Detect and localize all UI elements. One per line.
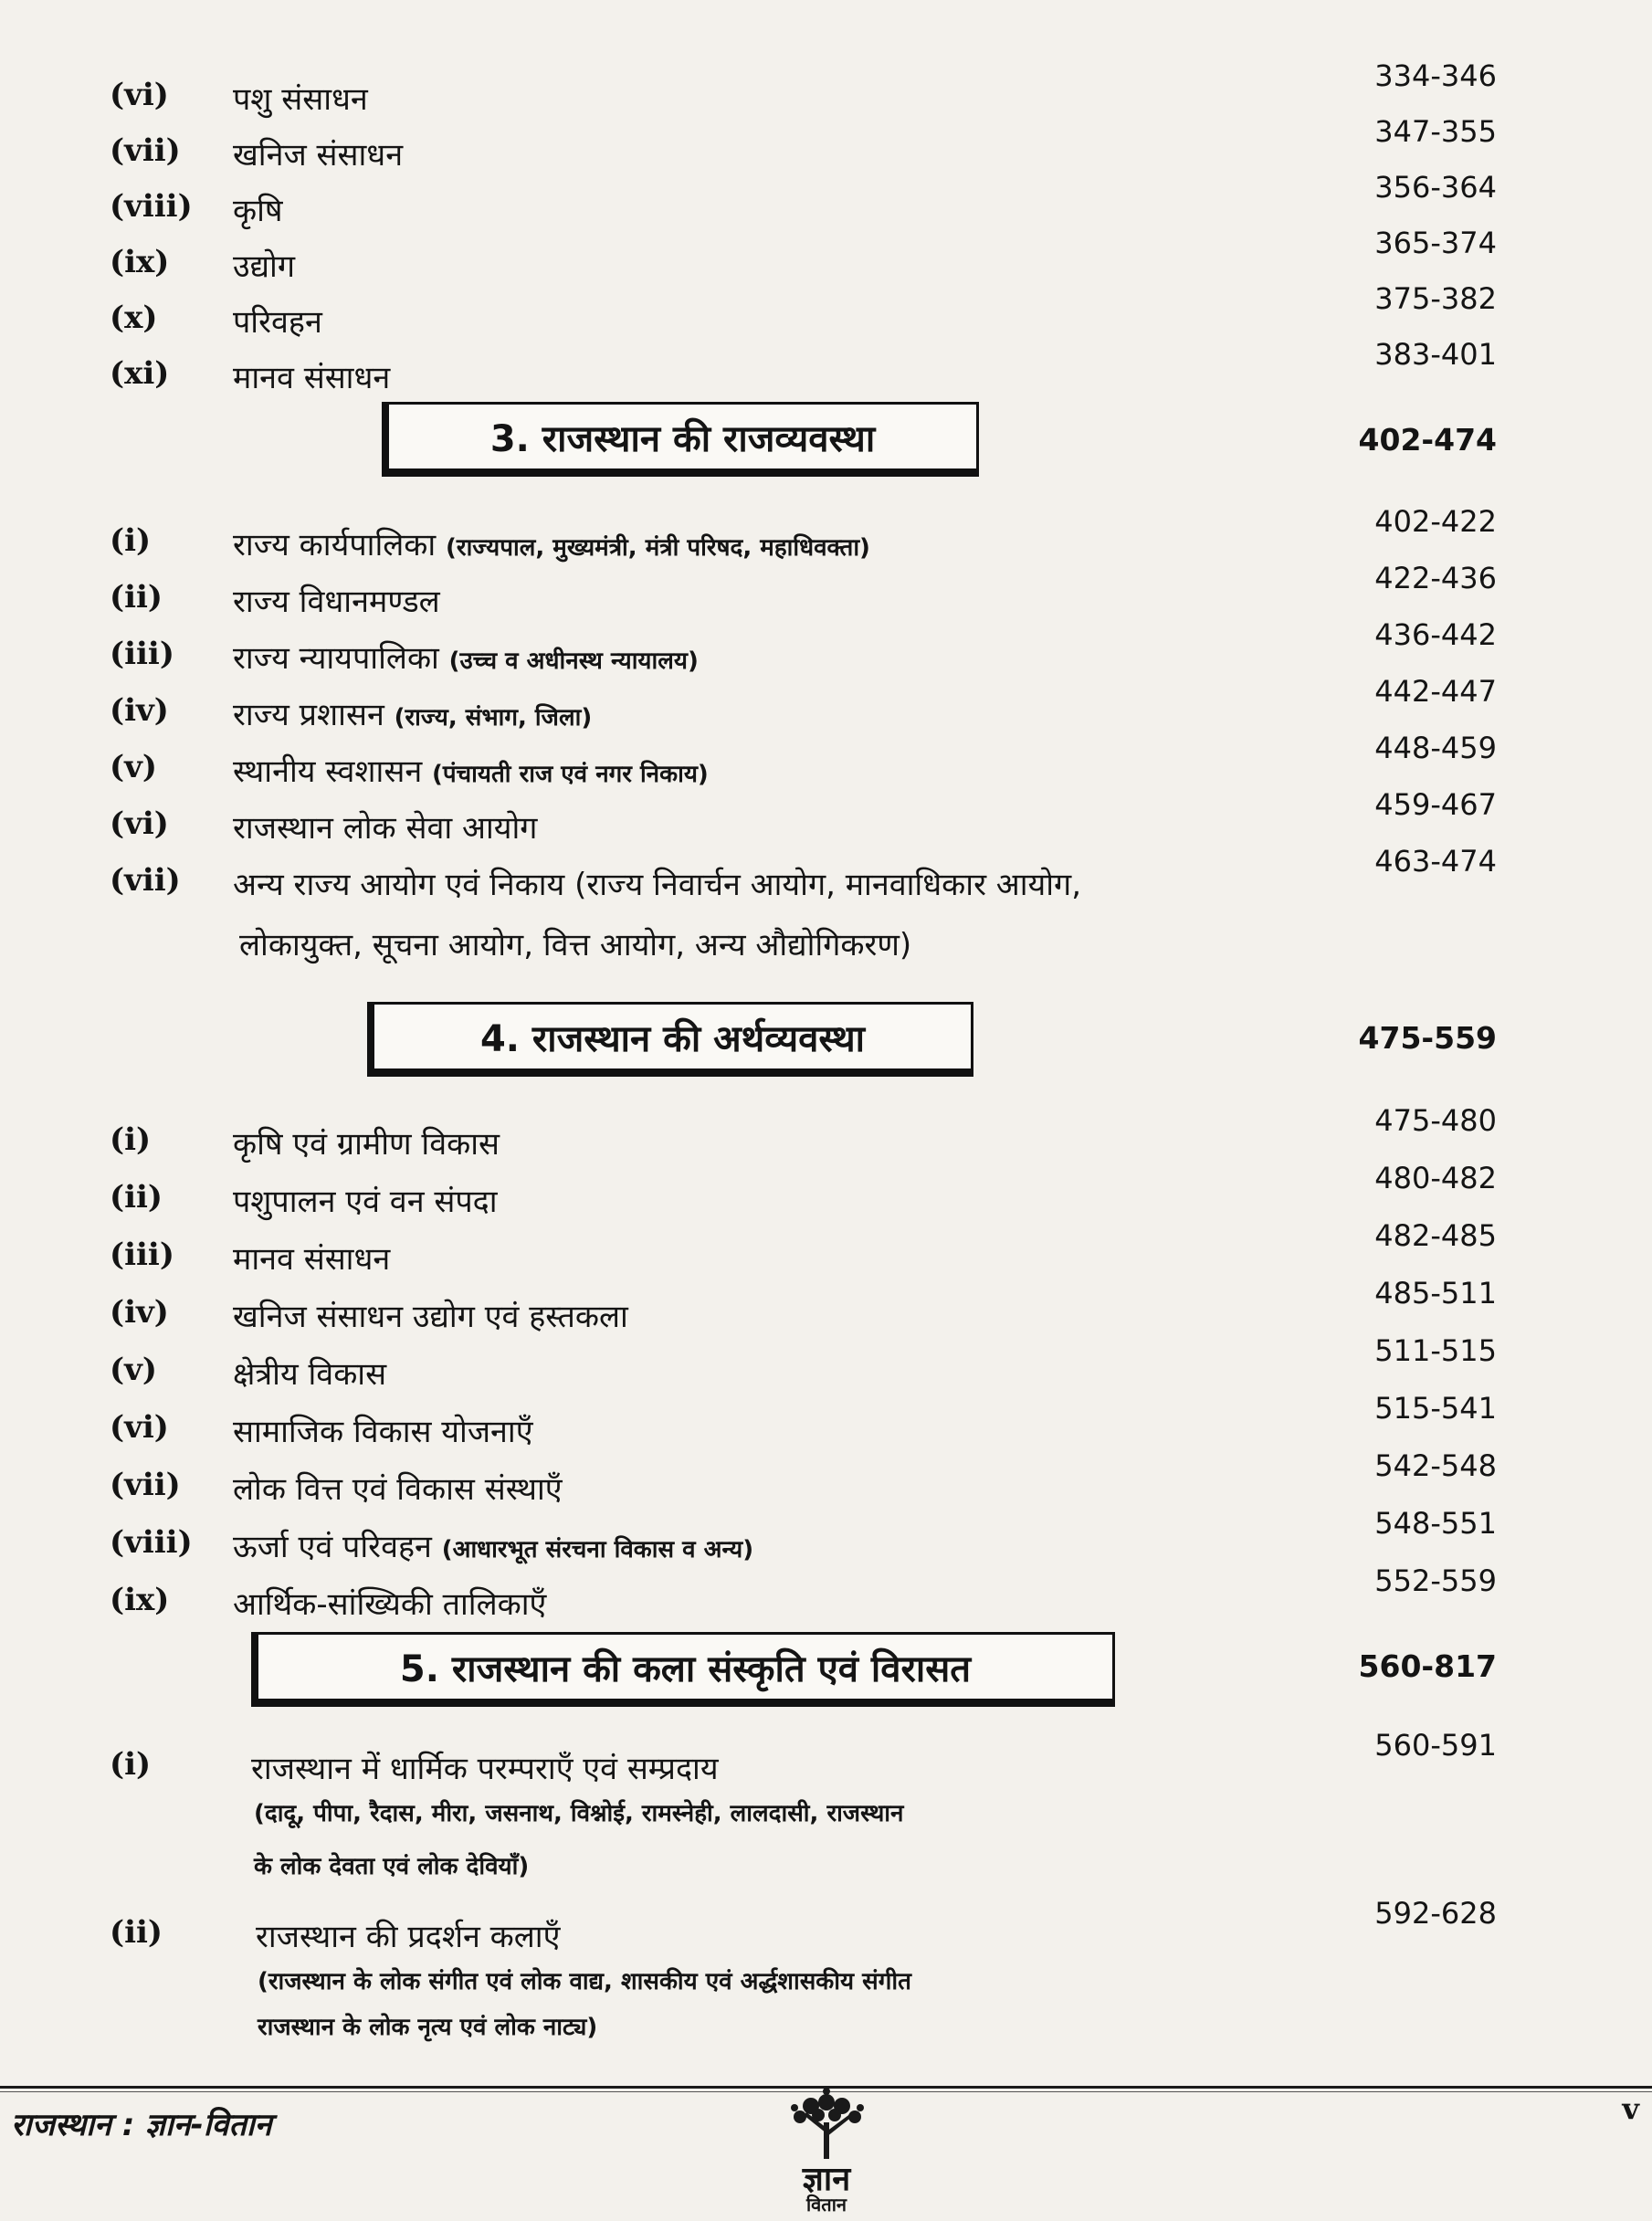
item-title-main: राज्य प्रशासन	[233, 697, 384, 733]
section-heading-3	[382, 402, 979, 477]
item-title: राजस्थान की प्रदर्शन कलाएँ	[256, 1919, 561, 1955]
item-number: (viii)	[110, 188, 193, 225]
item-pages: 436-442	[1374, 617, 1497, 652]
section-title: 5. राजस्थान की कला संस्कृति एवं विरासत	[399, 1647, 972, 1690]
item-number: (viii)	[110, 1524, 193, 1561]
logo-sub-text: वितान	[806, 2194, 847, 2216]
item-sub-line: राजस्थान के लोक नृत्य एवं लोक नाट्य)	[258, 2014, 598, 2041]
item-number: (i)	[110, 1746, 152, 1783]
item-pages: 442-447	[1374, 674, 1497, 709]
item-title	[233, 1524, 753, 1566]
item-number: (ii)	[110, 1914, 163, 1951]
item-number: (iii)	[110, 636, 174, 672]
section-heading-5	[251, 1632, 1115, 1707]
item-pages: 548-551	[1374, 1506, 1497, 1541]
page-number: v	[1622, 2091, 1639, 2126]
section-pages: 560-817	[1358, 1648, 1497, 1684]
item-pages: 485-511	[1374, 1276, 1497, 1310]
item-title: खनिज संसाधन	[233, 137, 404, 174]
section-title: 3. राजस्थान की राजव्यवस्था	[489, 417, 876, 460]
item-title	[233, 692, 592, 734]
item-pages: 511-515	[1374, 1333, 1497, 1368]
item-title: पशु संसाधन	[233, 81, 368, 118]
item-title: कृषि	[233, 193, 283, 229]
item-title: कृषि एवं ग्रामीण विकास	[233, 1126, 500, 1163]
item-number: (xi)	[110, 355, 170, 392]
item-note: (राज्यपाल, मुख्यमंत्री, मंत्री परिषद, महाधिवक्ता)	[446, 534, 870, 562]
item-sub-line: (राजस्थान के लोक संगीत एवं लोक वाद्य, शासकीय एवं अर्द्धशासकीय संगीत	[258, 1968, 911, 1995]
item-number: (iv)	[110, 1294, 169, 1331]
item-pages: 552-559	[1374, 1563, 1497, 1598]
item-title: राजस्थान लोक सेवा आयोग	[233, 810, 538, 847]
item-pages: 560-591	[1374, 1728, 1497, 1763]
item-pages: 475-480	[1374, 1103, 1497, 1138]
item-sub-line: के लोक देवता एवं लोक देवियाँ)	[254, 1853, 530, 1880]
list-item	[0, 1728, 1652, 1801]
item-note: (आधारभूत संरचना विकास व अन्य)	[441, 1536, 754, 1563]
item-title: मानव संसाधन	[233, 360, 391, 396]
item-title: खनिज संसाधन उद्योग एवं हस्तकला	[233, 1299, 628, 1335]
item-number: (x)	[110, 300, 158, 336]
item-title: सामाजिक विकास योजनाएँ	[233, 1414, 533, 1450]
publisher-logo	[776, 2088, 877, 2216]
item-title: पशुपालन एवं वन संपदा	[233, 1184, 498, 1220]
item-number: (vi)	[110, 1409, 169, 1446]
item-pages: 365-374	[1374, 226, 1497, 260]
list-item	[0, 844, 1652, 917]
item-note: (राज्य, संभाग, जिला)	[394, 704, 593, 732]
item-number: (ix)	[110, 1582, 170, 1618]
item-title: अन्य राज्य आयोग एवं निकाय (राज्य निवार्चन आयोग, मानवाधिकार आयोग,	[233, 867, 1082, 903]
list-item	[0, 1563, 1652, 1637]
item-title: मानव संसाधन	[233, 1241, 391, 1278]
item-note: (पंचायती राज एवं नगर निकाय)	[432, 761, 709, 788]
item-title: क्षेत्रीय विकास	[233, 1356, 387, 1393]
tree-icon	[776, 2088, 877, 2161]
item-title	[233, 522, 870, 564]
item-title: आर्थिक-सांख्यिकी तालिकाएँ	[233, 1586, 547, 1623]
item-pages: 482-485	[1374, 1218, 1497, 1253]
item-title-main: राज्य न्यायपालिका	[233, 640, 439, 677]
item-pages: 459-467	[1374, 787, 1497, 822]
logo-main-text: ज्ञान	[802, 2161, 851, 2198]
item-pages: 375-382	[1374, 281, 1497, 316]
section-heading-4	[367, 1002, 973, 1077]
item-pages: 542-548	[1374, 1448, 1497, 1483]
item-title: परिवहन	[233, 304, 322, 341]
item-pages: 448-459	[1374, 731, 1497, 765]
item-number: (vii)	[110, 1467, 181, 1503]
item-title: उद्योग	[233, 248, 295, 285]
item-number: (i)	[110, 522, 152, 559]
item-pages: 592-628	[1374, 1896, 1497, 1931]
item-number: (vii)	[110, 132, 181, 169]
item-pages: 347-355	[1374, 114, 1497, 149]
section-pages: 475-559	[1358, 1020, 1497, 1056]
item-title: राजस्थान में धार्मिक परम्पराएँ एवं सम्प्रदाय	[251, 1751, 719, 1787]
item-pages: 463-474	[1374, 844, 1497, 879]
item-pages: 356-364	[1374, 170, 1497, 205]
item-title-main: ऊर्जा एवं परिवहन	[233, 1529, 432, 1565]
item-pages: 480-482	[1374, 1161, 1497, 1195]
item-title-main: राज्य कार्यपालिका	[233, 527, 437, 563]
footer-book-title: राजस्थान : ज्ञान-वितान	[11, 2107, 272, 2143]
item-continuation: लोकायुक्त, सूचना आयोग, वित्त आयोग, अन्य औद्योगिकरण)	[239, 927, 912, 963]
item-number: (vi)	[110, 77, 169, 113]
section-pages: 402-474	[1358, 422, 1497, 458]
item-number: (ii)	[110, 1179, 163, 1216]
item-number: (v)	[110, 749, 157, 785]
item-sub-line: (दादू, पीपा, रैदास, मीरा, जसनाथ, विश्नोई, रामस्नेही, लालदासी, राजस्थान	[254, 1800, 904, 1827]
item-title: राज्य विधानमण्डल	[233, 584, 440, 620]
section-title: 4. राजस्थान की अर्थव्यवस्था	[479, 1017, 866, 1060]
item-title	[233, 749, 709, 791]
item-title: लोक वित्त एवं विकास संस्थाएँ	[233, 1471, 563, 1508]
item-pages: 383-401	[1374, 337, 1497, 372]
item-number: (ix)	[110, 244, 170, 280]
item-number: (iii)	[110, 1237, 174, 1273]
item-pages: 422-436	[1374, 561, 1497, 595]
item-pages: 515-541	[1374, 1391, 1497, 1426]
list-item	[0, 1896, 1652, 1969]
item-number: (i)	[110, 1121, 152, 1158]
item-note: (उच्च व अधीनस्थ न्यायालय)	[448, 647, 699, 675]
item-title	[233, 636, 699, 678]
item-number: (ii)	[110, 579, 163, 616]
item-pages: 334-346	[1374, 58, 1497, 93]
item-number: (v)	[110, 1352, 157, 1388]
item-pages: 402-422	[1374, 504, 1497, 539]
item-title-main: स्थानीय स्वशासन	[233, 753, 423, 790]
item-number: (vii)	[110, 862, 181, 899]
item-number: (iv)	[110, 692, 169, 729]
item-number: (vi)	[110, 805, 169, 842]
